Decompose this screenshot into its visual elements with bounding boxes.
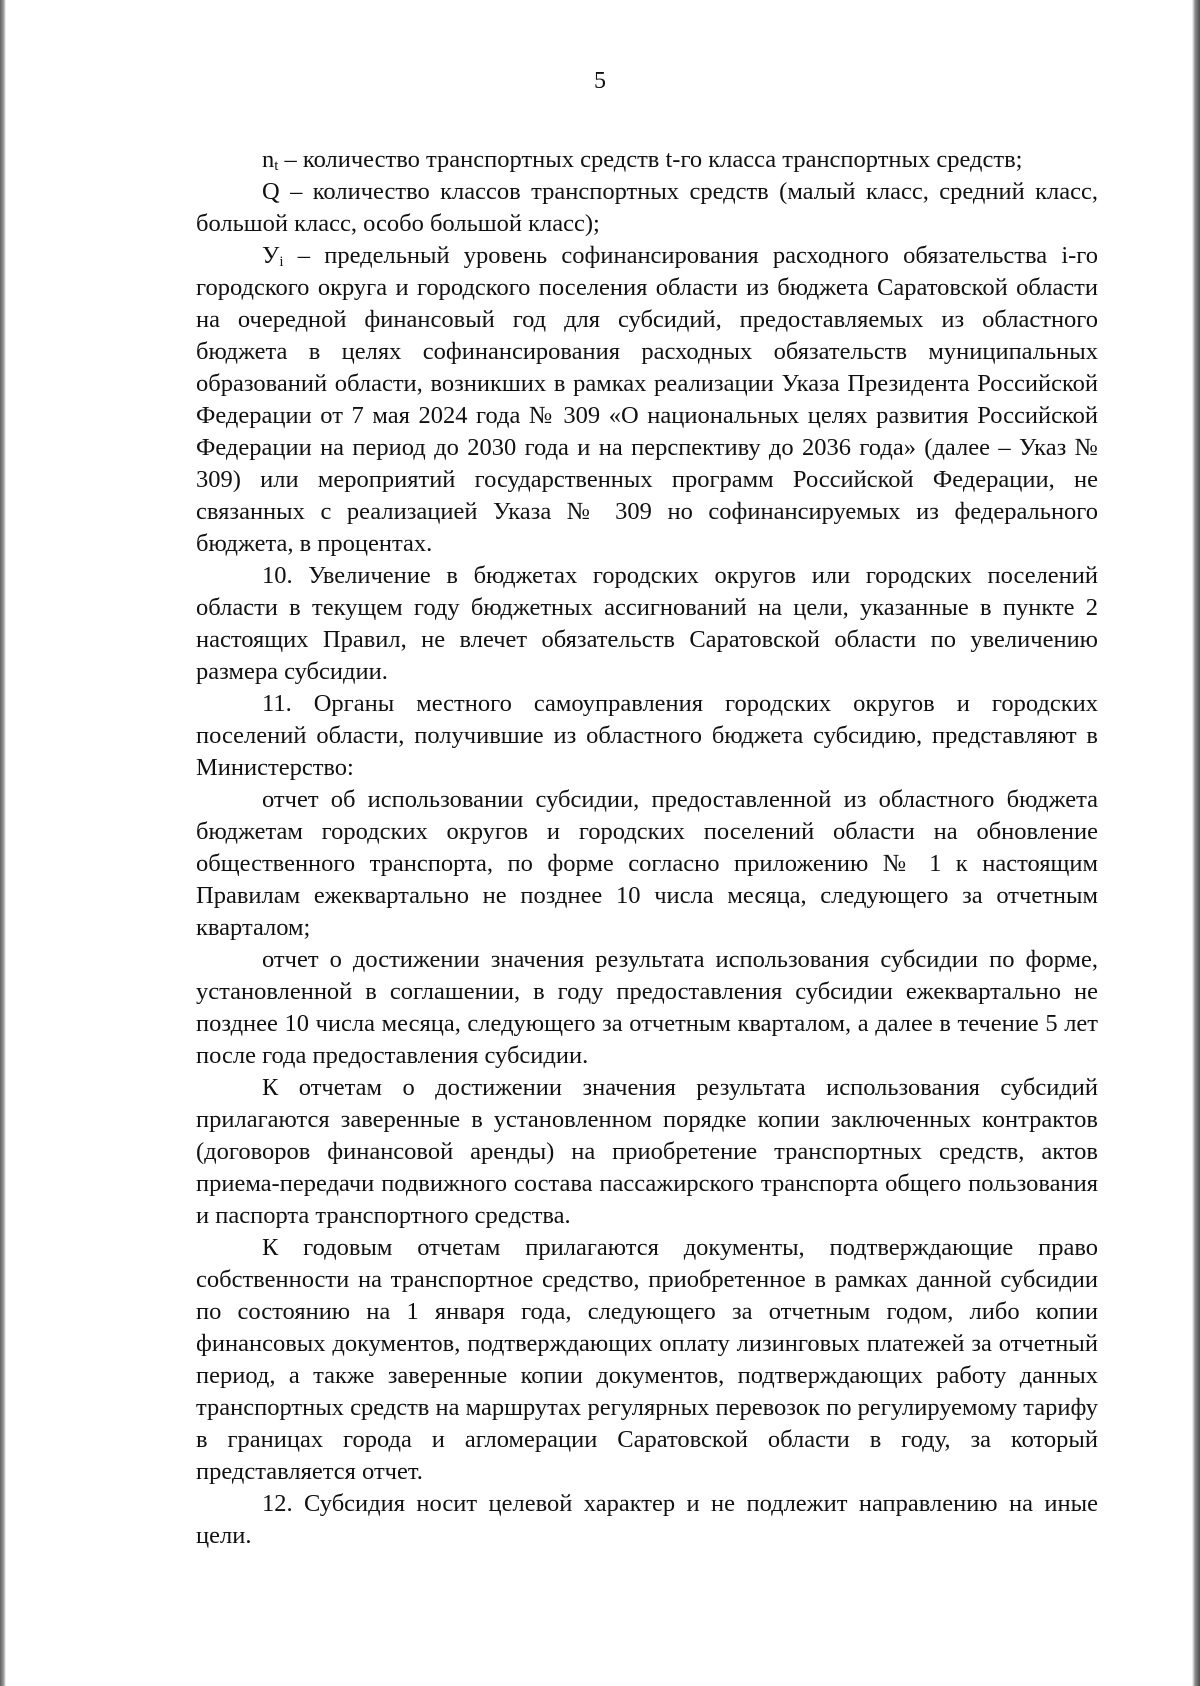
symbol: Q — [262, 178, 280, 205]
paragraph-yi-definition — [196, 240, 1098, 560]
symbol: n — [262, 146, 275, 173]
paragraph-text: – количество транспортных средств t-го класса транспортных средств; — [278, 146, 1023, 173]
symbol-subscript: t — [274, 158, 279, 174]
page-number: 5 — [594, 68, 606, 94]
paragraph-text: – количество классов транспортных средств (малый класс, средний класс, большой класс, особо большой класс); — [196, 178, 1098, 237]
paragraph-text: – предельный уровень софинансирования расходного обязательства i-го городского округа и городского поселения области из бюджета Саратовской области на очередной финансовый год для субсидий, предоставляемых из областного бюджета в целях софинансирования расходных обязательств муниципальных образований области, возникших в рамках реализации Указа Президента Российской Федерации от 7 мая 2024 года № 309 «О национальных целях развития Российской Федерации на период до 2030 года и на перспективу до 2036 года» (далее – Указ № 309) или мероприятий государственных программ Российской Федерации, не связанных с реализацией Указа № 309 но софинансируемых из федерального бюджета, в процентах. — [196, 242, 1098, 557]
symbol: У — [262, 242, 280, 269]
paragraph-q-definition — [196, 176, 1098, 240]
paragraph-nt-definition — [196, 144, 1098, 176]
scan-edge-left — [0, 0, 6, 1686]
symbol-subscript: i — [279, 254, 284, 270]
paragraph-item-10: 10. Увеличение в бюджетах городских округов или городских поселений области в текущем году бюджетных ассигнований на цели, указанные в пункте 2 настоящих Правил, не влечет обязательств Саратовской области по увеличению размера субсидии. — [196, 562, 1098, 685]
paragraph-annual-reports: К годовым отчетам прилагаются документы, подтверждающие право собственности на транспортное средство, приобретенное в рамках данной субсидии по состоянию на 1 января года, следующего за отчетным годом, либо копии финансовых документов, подтверждающих оплату лизинговых платежей за отчетный период, а также заверенные копии документов, подтверждающих работу данных транспортных средств на маршрутах регулярных перевозок по регулируемому тарифу в границах города и агломерации Саратовской области в году, за который представляется отчет. — [196, 1234, 1098, 1485]
paragraph-item-11: 11. Органы местного самоуправления городских округов и городских поселений области, получившие из областного бюджета субсидию, представляют в Министерство: — [196, 690, 1098, 781]
paragraph-item-12: 12. Субсидия носит целевой характер и не подлежит направлению на иные цели. — [196, 1490, 1098, 1549]
paragraph-report-usage: отчет об использовании субсидии, предоставленной из областного бюджета бюджетам городских округов и городских поселений области на обновление общественного транспорта, по форме согласно приложению № 1 к настоящим Правилам ежеквартально не позднее 10 числа месяца, следующего за отчетным кварталом; — [196, 786, 1098, 941]
scan-edge-right — [1192, 0, 1200, 1686]
paragraph-report-attachments: К отчетам о достижении значения результата использования субсидий прилагаются заверенные в установленном порядке копии заключенных контрактов (договоров финансовой аренды) на приобретение транспортных средств, актов приема-передачи подвижного состава пассажирского транспорта общего пользования и паспорта транспортного средства. — [196, 1074, 1098, 1229]
document-body — [196, 144, 1098, 1552]
paragraph-report-result: отчет о достижении значения результата использования субсидии по форме, установленной в соглашении, в году предоставления субсидии ежеквартально не позднее 10 числа месяца, следующего за отчетным кварталом, а далее в течение 5 лет после года предоставления субсидии. — [196, 946, 1098, 1069]
